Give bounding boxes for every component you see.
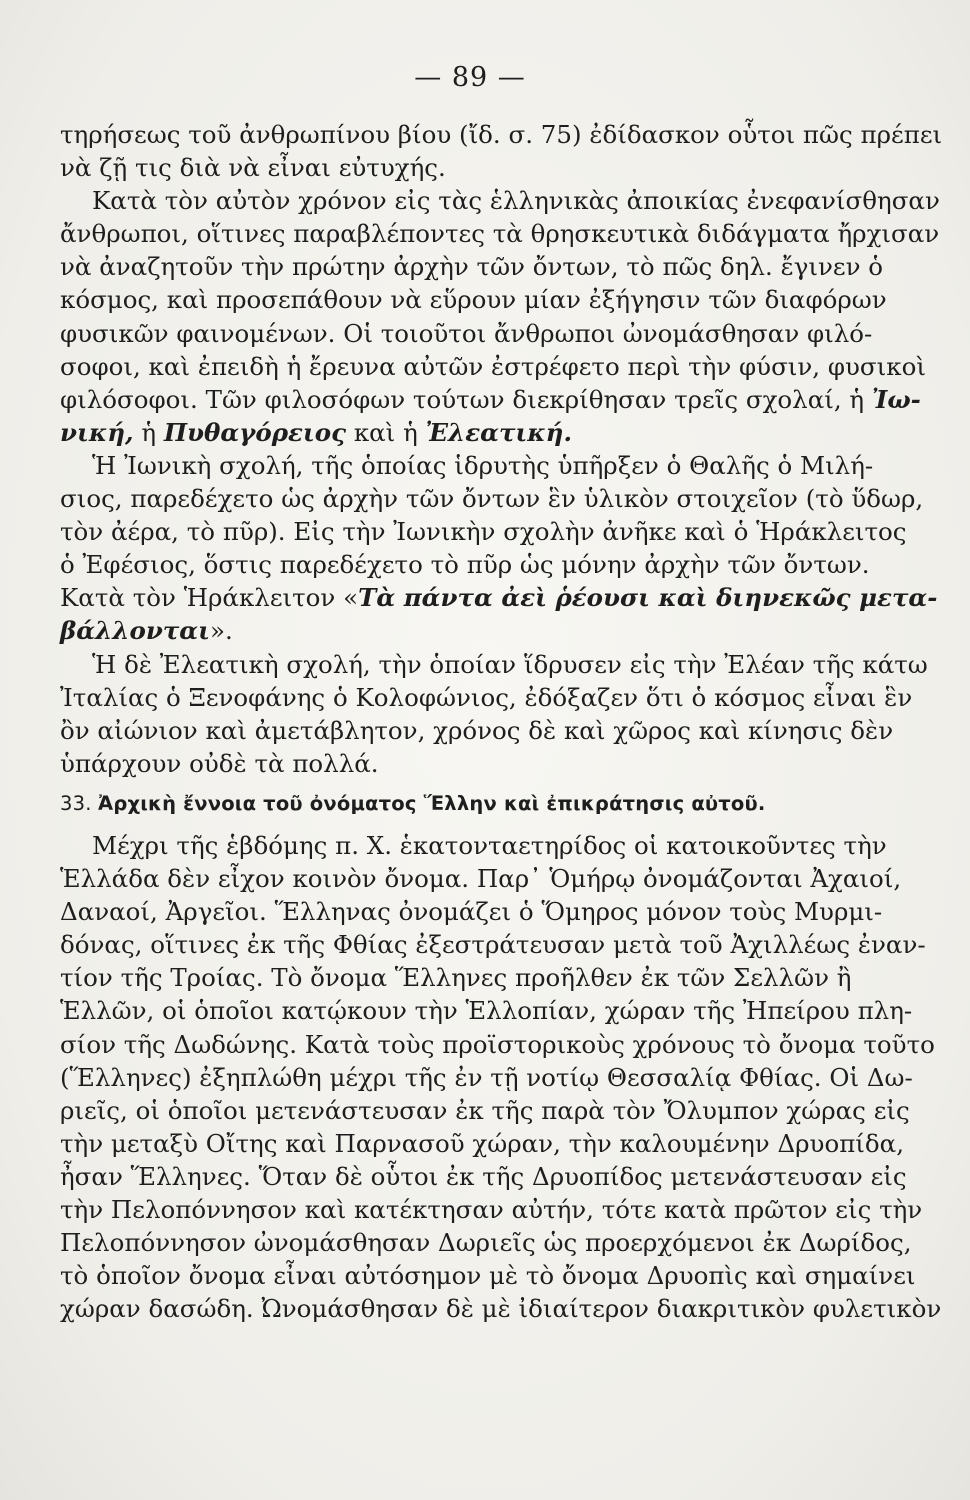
text-line: τὸ ὁποῖον ὄνομα εἶναι αὐτόσημον μὲ τὸ ὄνομα Δρυοπὶς καὶ σημαίνει xyxy=(60,1261,916,1291)
body-text xyxy=(60,118,943,1325)
school-name-pythagorean: Πυθαγόρειος xyxy=(163,417,347,447)
text-line: Ἑλλῶν, οἱ ὁποῖοι κατῴκουν τὴν Ἑλλοπίαν, χώραν τῆς Ἠπείρου πλη- xyxy=(60,996,913,1026)
text-line xyxy=(60,581,938,614)
section-heading xyxy=(60,787,848,820)
text-line: Δαναοί, Ἀργεῖοι. Ἕλληνας ὀνομάζει ὁ Ὅμηρος μόνον τοὺς Μυρμι- xyxy=(60,897,883,927)
text-run: φιλόσοφοι. Τῶν φιλοσόφων τούτων διεκρίθησαν τρεῖς σχολαί, ἡ xyxy=(60,384,865,414)
page-number: — 89 — xyxy=(414,62,526,93)
text-line: Μέχρι τῆς ἑβδόμης π. Χ. ἑκατονταετηρίδος οἱ κατοικοῦντες τὴν xyxy=(92,830,887,860)
text-line: τὴν Πελοπόννησον καὶ κατέκτησαν αὐτήν, τότε κατὰ πρῶτον εἰς τὴν xyxy=(60,1195,923,1224)
text-line: νὰ ζῇ τις διὰ νὰ εἶναι εὐτυχής. xyxy=(60,153,446,183)
section-number: 33. xyxy=(60,791,92,815)
text-line: σιος, παρεδέχετο ὡς ἀρχὴν τῶν ὄντων ἓν ὑλικὸν στοιχεῖον (τὸ ὕδωρ, xyxy=(60,484,924,514)
text-line: Ἰταλίας ὁ Ξενοφάνης ὁ Κολοφώνιος, ἐδόξαζεν ὅτι ὁ κόσμος εἶναι ἓν xyxy=(60,682,913,712)
text-line: ὑπάρχουν οὐδὲ τὰ πολλά. xyxy=(60,748,379,778)
text-run: καὶ ἡ xyxy=(353,417,418,447)
text-line: τηρήσεως τοῦ ἀνθρωπίνου βίου (ἴδ. σ. 75) ἐδίδασκον οὗτοι πῶς πρέπει xyxy=(60,120,943,149)
school-name-eleatic: Ἐλεατική. xyxy=(425,417,572,447)
text-run: Κατὰ τὸν Ἡράκλειτον « xyxy=(60,583,359,613)
heraclitus-quote-end: βάλλονται xyxy=(60,616,211,646)
text-line: Ἑλλάδα δὲν εἶχον κοινὸν ὄνομα. Παρ᾽ Ὁμήρῳ ὀνομάζονται Ἀχαιοί, xyxy=(60,864,902,894)
text-line: χώραν δασώδη. Ὠνομάσθησαν δὲ μὲ ἰδιαίτερον διακριτικὸν φυλετικὸν xyxy=(60,1294,942,1324)
text-line: ὂν αἰώνιον καὶ ἀμετάβλητον, χρόνος δὲ καὶ χῶρος καὶ κίνησις δὲν xyxy=(60,715,894,745)
text-line: δόνας, οἵτινες ἐκ τῆς Φθίας ἐξεστράτευσαν μετὰ τοῦ Ἀχιλλέως ἐναν- xyxy=(60,930,926,960)
text-line xyxy=(60,383,921,416)
text-line: τίον τῆς Τροίας. Τὸ ὄνομα Ἕλληνες προῆλθεν ἐκ τῶν Σελλῶν ἢ xyxy=(60,963,852,993)
text-run: ». xyxy=(210,616,233,646)
text-line xyxy=(60,416,848,449)
school-name-ionic-end: νική, xyxy=(60,417,134,447)
text-line: κόσμος, καὶ προσεπάθουν νὰ εὕρουν μίαν ἐξήγησιν τῶν διαφόρων xyxy=(60,285,887,315)
text-line: τὴν μεταξὺ Οἴτης καὶ Παρνασοῦ χώραν, τὴν καλουμένην Δρυοπίδα, xyxy=(60,1128,904,1158)
school-name-ionic-start: Ἰω- xyxy=(871,384,921,414)
text-line: σίον τῆς Δωδώνης. Κατὰ τοὺς προϊστορικοὺς χρόνους τὸ ὄνομα τοῦτο xyxy=(60,1029,935,1059)
text-line: Κατὰ τὸν αὐτὸν χρόνον εἰς τὰς ἑλληνικὰς ἀποικίας ἐνεφανίσθησαν xyxy=(92,186,940,216)
text-run: ἡ xyxy=(141,417,157,447)
text-line: νὰ ἀναζητοῦν τὴν πρώτην ἀρχὴν τῶν ὄντων, τὸ πῶς δηλ. ἔγινεν ὁ xyxy=(60,252,883,282)
text-line: τὸν ἀέρα, τὸ πῦρ). Εἰς τὴν Ἰωνικὴν σχολὴν ἀνῆκε καὶ ὁ Ἡράκλειτος xyxy=(60,517,907,547)
text-line: Ἡ Ἰωνικὴ σχολή, τῆς ὁποίας ἱδρυτὴς ὑπῆρξεν ὁ Θαλῆς ὁ Μιλή- xyxy=(92,450,874,480)
text-line: ἦσαν Ἕλληνες. Ὅταν δὲ οὗτοι ἐκ τῆς Δρυοπίδος μετενάστευσαν εἰς xyxy=(60,1161,907,1191)
text-line xyxy=(60,614,848,647)
text-line: Πελοπόννησον ὠνομάσθησαν Δωριεῖς ὡς προερχόμενοι ἐκ Δωρίδος, xyxy=(60,1228,912,1258)
heraclitus-quote: Τὰ πάντα ἀεὶ ῥέουσι καὶ διηνεκῶς μετα- xyxy=(358,583,938,613)
text-line: Ἡ δὲ Ἐλεατικὴ σχολή, τὴν ὁποίαν ἵδρυσεν εἰς τὴν Ἐλέαν τῆς κάτω xyxy=(92,649,928,679)
section-title: Ἀρχικὴ ἔννοια τοῦ ὀνόματος Ἕλλην καὶ ἐπικράτησις αὐτοῦ. xyxy=(98,791,766,815)
text-line: ὁ Ἐφέσιος, ὅστις παρεδέχετο τὸ πῦρ ὡς μόνην ἀρχὴν τῶν ὄντων. xyxy=(60,550,870,580)
text-line: ριεῖς, οἱ ὁποῖοι μετενάστευσαν ἐκ τῆς παρὰ τὸν Ὄλυμπον χώρας εἰς xyxy=(60,1095,910,1125)
text-line: σοφοι, καὶ ἐπειδὴ ἡ ἔρευνα αὐτῶν ἐστρέφετο περὶ τὴν φύσιν, φυσικοὶ xyxy=(60,351,926,381)
text-line: ἄνθρωποι, οἵτινες παραβλέποντες τὰ θρησκευτικὰ διδάγματα ἤρχισαν xyxy=(60,219,940,249)
text-line: (Ἕλληνες) ἐξηπλώθη μέχρι τῆς ἐν τῇ νοτίῳ Θεσσαλίᾳ Φθίας. Οἱ Δω- xyxy=(60,1062,913,1092)
text-line: φυσικῶν φαινομένων. Οἱ τοιοῦτοι ἄνθρωποι ὠνομάσθησαν φιλό- xyxy=(60,318,873,348)
